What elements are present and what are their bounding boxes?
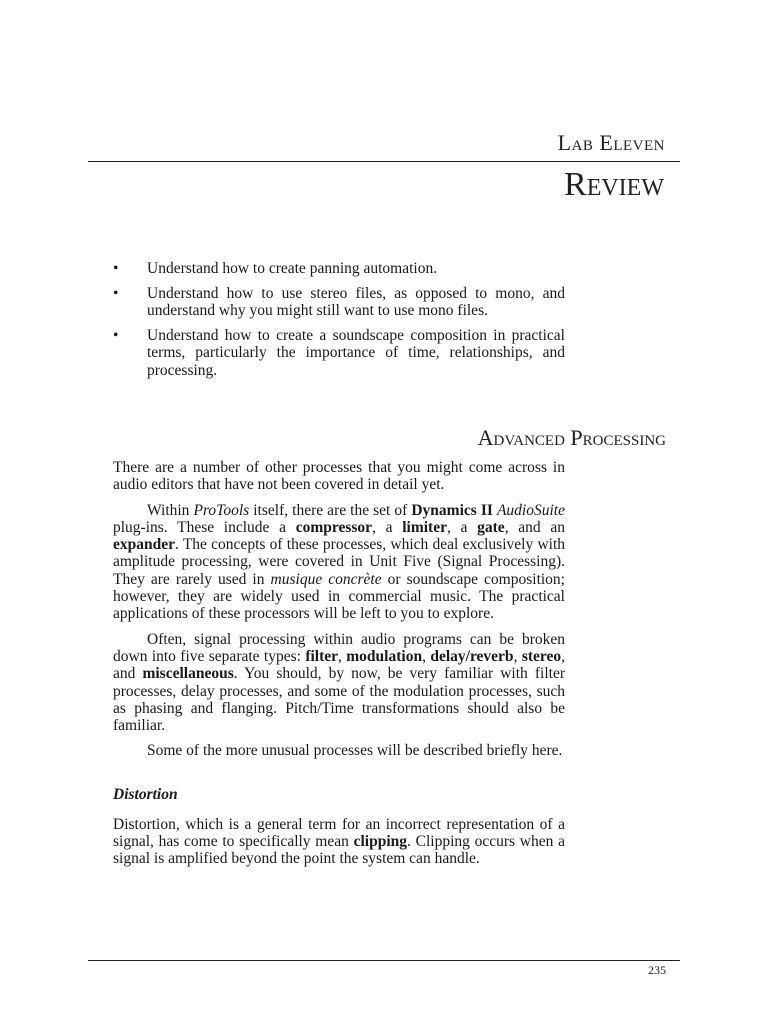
bold-term: miscellaneous (142, 665, 234, 683)
subsection-heading: Distortion (113, 785, 178, 803)
bold-term: limiter (402, 518, 447, 536)
text-run: plug-ins. These include a (113, 518, 296, 536)
bullet-icon: • (113, 326, 119, 344)
paragraph (113, 631, 565, 735)
product-name: ProTools (193, 501, 250, 519)
text-run: itself, there are the set of (249, 501, 412, 519)
list-item-text: Understand how to use stereo files, as opposed to mono, and understand why you might still want to use mono files. (147, 284, 565, 319)
bold-term: compressor (295, 518, 373, 536)
italic-term: musique concrète (270, 570, 382, 588)
text-run: , (513, 647, 522, 665)
text-run: , a (372, 518, 403, 536)
text-run: , a (446, 518, 478, 536)
chapter-title: Review (564, 166, 664, 203)
list-item (113, 285, 565, 320)
product-name: AudioSuite (496, 501, 565, 519)
bold-term: delay/reverb (430, 647, 514, 665)
text-run: , (422, 647, 431, 665)
text-run: , and (113, 647, 565, 683)
list-item (113, 260, 565, 278)
bold-term: modulation (346, 647, 423, 665)
list-item (113, 327, 565, 380)
bold-term: clipping (353, 833, 408, 851)
paragraph (113, 816, 565, 868)
footer-rule (88, 960, 680, 961)
bold-term: stereo (521, 647, 562, 665)
header-rule (88, 161, 680, 162)
text-run: . You should, by now, be very familiar with filter processes, delay processes, and some of the modulation processes, such as phasing and flanging. Pitch/Time transformations should also be familiar. (113, 665, 565, 735)
bold-term: gate (477, 518, 505, 536)
list-item-text: Understand how to create panning automation. (147, 260, 438, 277)
text-run: or soundscape composition; however, they are widely used in commercial music. The practical applications of these processors will be left to you to explore. (113, 570, 565, 623)
bold-term: filter (305, 647, 339, 665)
body-text (113, 459, 565, 876)
list-item-text: Understand how to create a soundscape composition in practical terms, particularly the importance of time, relationships, and processing. (147, 326, 565, 379)
page-number: 235 (648, 963, 666, 977)
paragraph: Some of the more unusual processes will be described briefly here. (147, 742, 563, 760)
bold-term: Dynamics II (411, 501, 493, 519)
paragraph: There are a number of other processes that you might come across in audio editors that have not been covered in detail yet. (113, 459, 565, 494)
section-title: Advanced Processing (477, 425, 666, 450)
text-run: , and an (504, 518, 565, 536)
lab-label: Lab Eleven (557, 130, 665, 155)
bold-term: expander (113, 536, 175, 554)
text-run: Within (147, 501, 194, 519)
bullet-icon: • (113, 284, 119, 302)
text-run: , (338, 647, 347, 665)
text-run: Distortion, which is a general term for an incorrect representation of a signal, has come to specifically mean (113, 815, 565, 851)
text-run: . Clipping occurs when a signal is amplified beyond the point the system can handle. (113, 833, 565, 868)
objectives-list (113, 260, 565, 386)
text-run: Often, signal processing within audio programs can be broken down into five separate types: (113, 630, 565, 665)
paragraph (113, 502, 565, 623)
text-run: . The concepts of these processes, which deal exclusively with amplitude processing, were covered in Unit Five (Signal Processing). They are rarely used in (113, 536, 565, 588)
bullet-icon: • (113, 260, 119, 277)
